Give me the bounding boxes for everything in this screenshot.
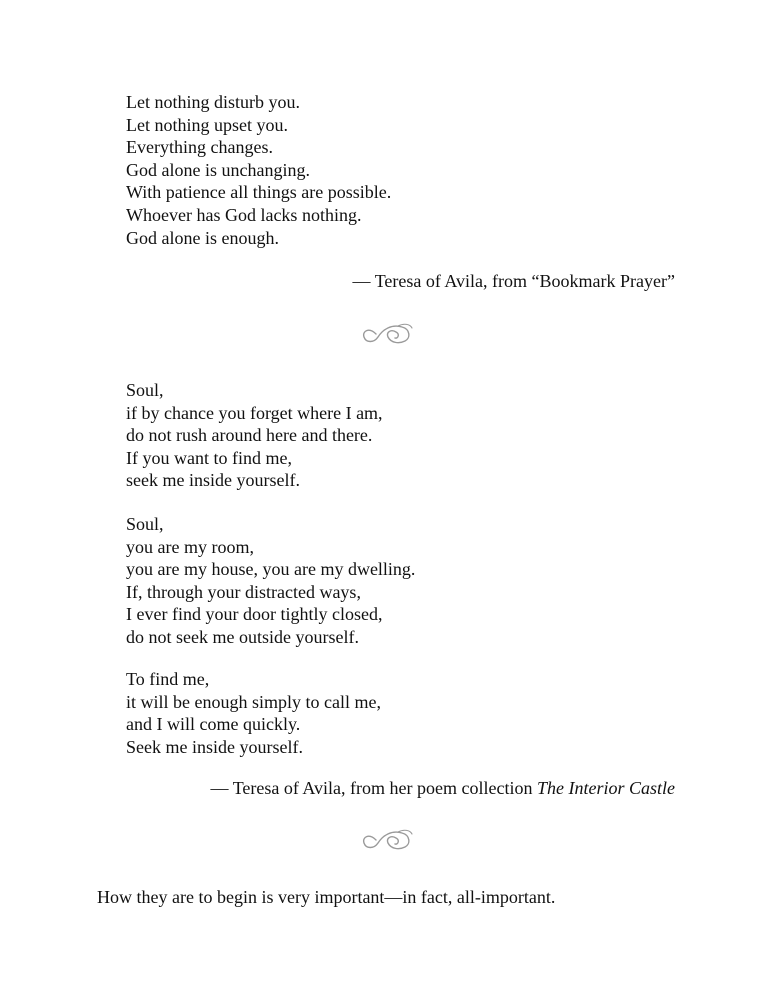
swirl-ornament-icon: [360, 321, 414, 347]
poem-line: Whoever has God lacks nothing.: [126, 204, 362, 225]
poem-line: do not seek me outside yourself.: [126, 626, 359, 647]
poem-line: God alone is enough.: [126, 227, 279, 248]
poem-line: you are my house, you are my dwelling.: [126, 559, 416, 580]
poem-line: God alone is unchanging.: [126, 159, 310, 180]
book-title: The Interior Castle: [537, 778, 675, 798]
poem-line: With patience all things are possible.: [126, 182, 392, 203]
poem-line: you are my room,: [126, 536, 254, 557]
poem-line: if by chance you forget where I am,: [126, 402, 383, 423]
attribution-interior-castle: [211, 777, 675, 799]
poem-stanza-1: [126, 379, 383, 492]
poem-line: If you want to find me,: [126, 447, 292, 468]
poem-line: and I will come quickly.: [126, 714, 301, 735]
poem-line: Soul,: [126, 514, 164, 534]
poem-stanza-2: [126, 513, 415, 649]
body-paragraph: How they are to begin is very important—in fact, all-important.: [97, 887, 556, 907]
poem-stanza-3: [126, 668, 381, 758]
attribution-text: — Teresa of Avila, from her poem collection: [210, 778, 537, 798]
poem-line: Let nothing disturb you.: [126, 92, 300, 112]
poem-bookmark-prayer: [126, 91, 391, 249]
poem-line: do not rush around here and there.: [126, 425, 373, 446]
poem-line: it will be enough simply to call me,: [126, 691, 381, 712]
poem-line: seek me inside yourself.: [126, 470, 300, 491]
poem-line: Let nothing upset you.: [126, 114, 288, 135]
poem-line: I ever find your door tightly closed,: [126, 604, 383, 625]
poem-line: Everything changes.: [126, 137, 273, 158]
swirl-ornament-icon: [360, 827, 414, 853]
poem-line: If, through your distracted ways,: [126, 581, 361, 602]
poem-line: To find me,: [126, 669, 210, 689]
attribution-bookmark-prayer: — Teresa of Avila, from “Bookmark Prayer”: [352, 271, 675, 291]
poem-line: Soul,: [126, 380, 164, 400]
poem-line: Seek me inside yourself.: [126, 736, 303, 757]
